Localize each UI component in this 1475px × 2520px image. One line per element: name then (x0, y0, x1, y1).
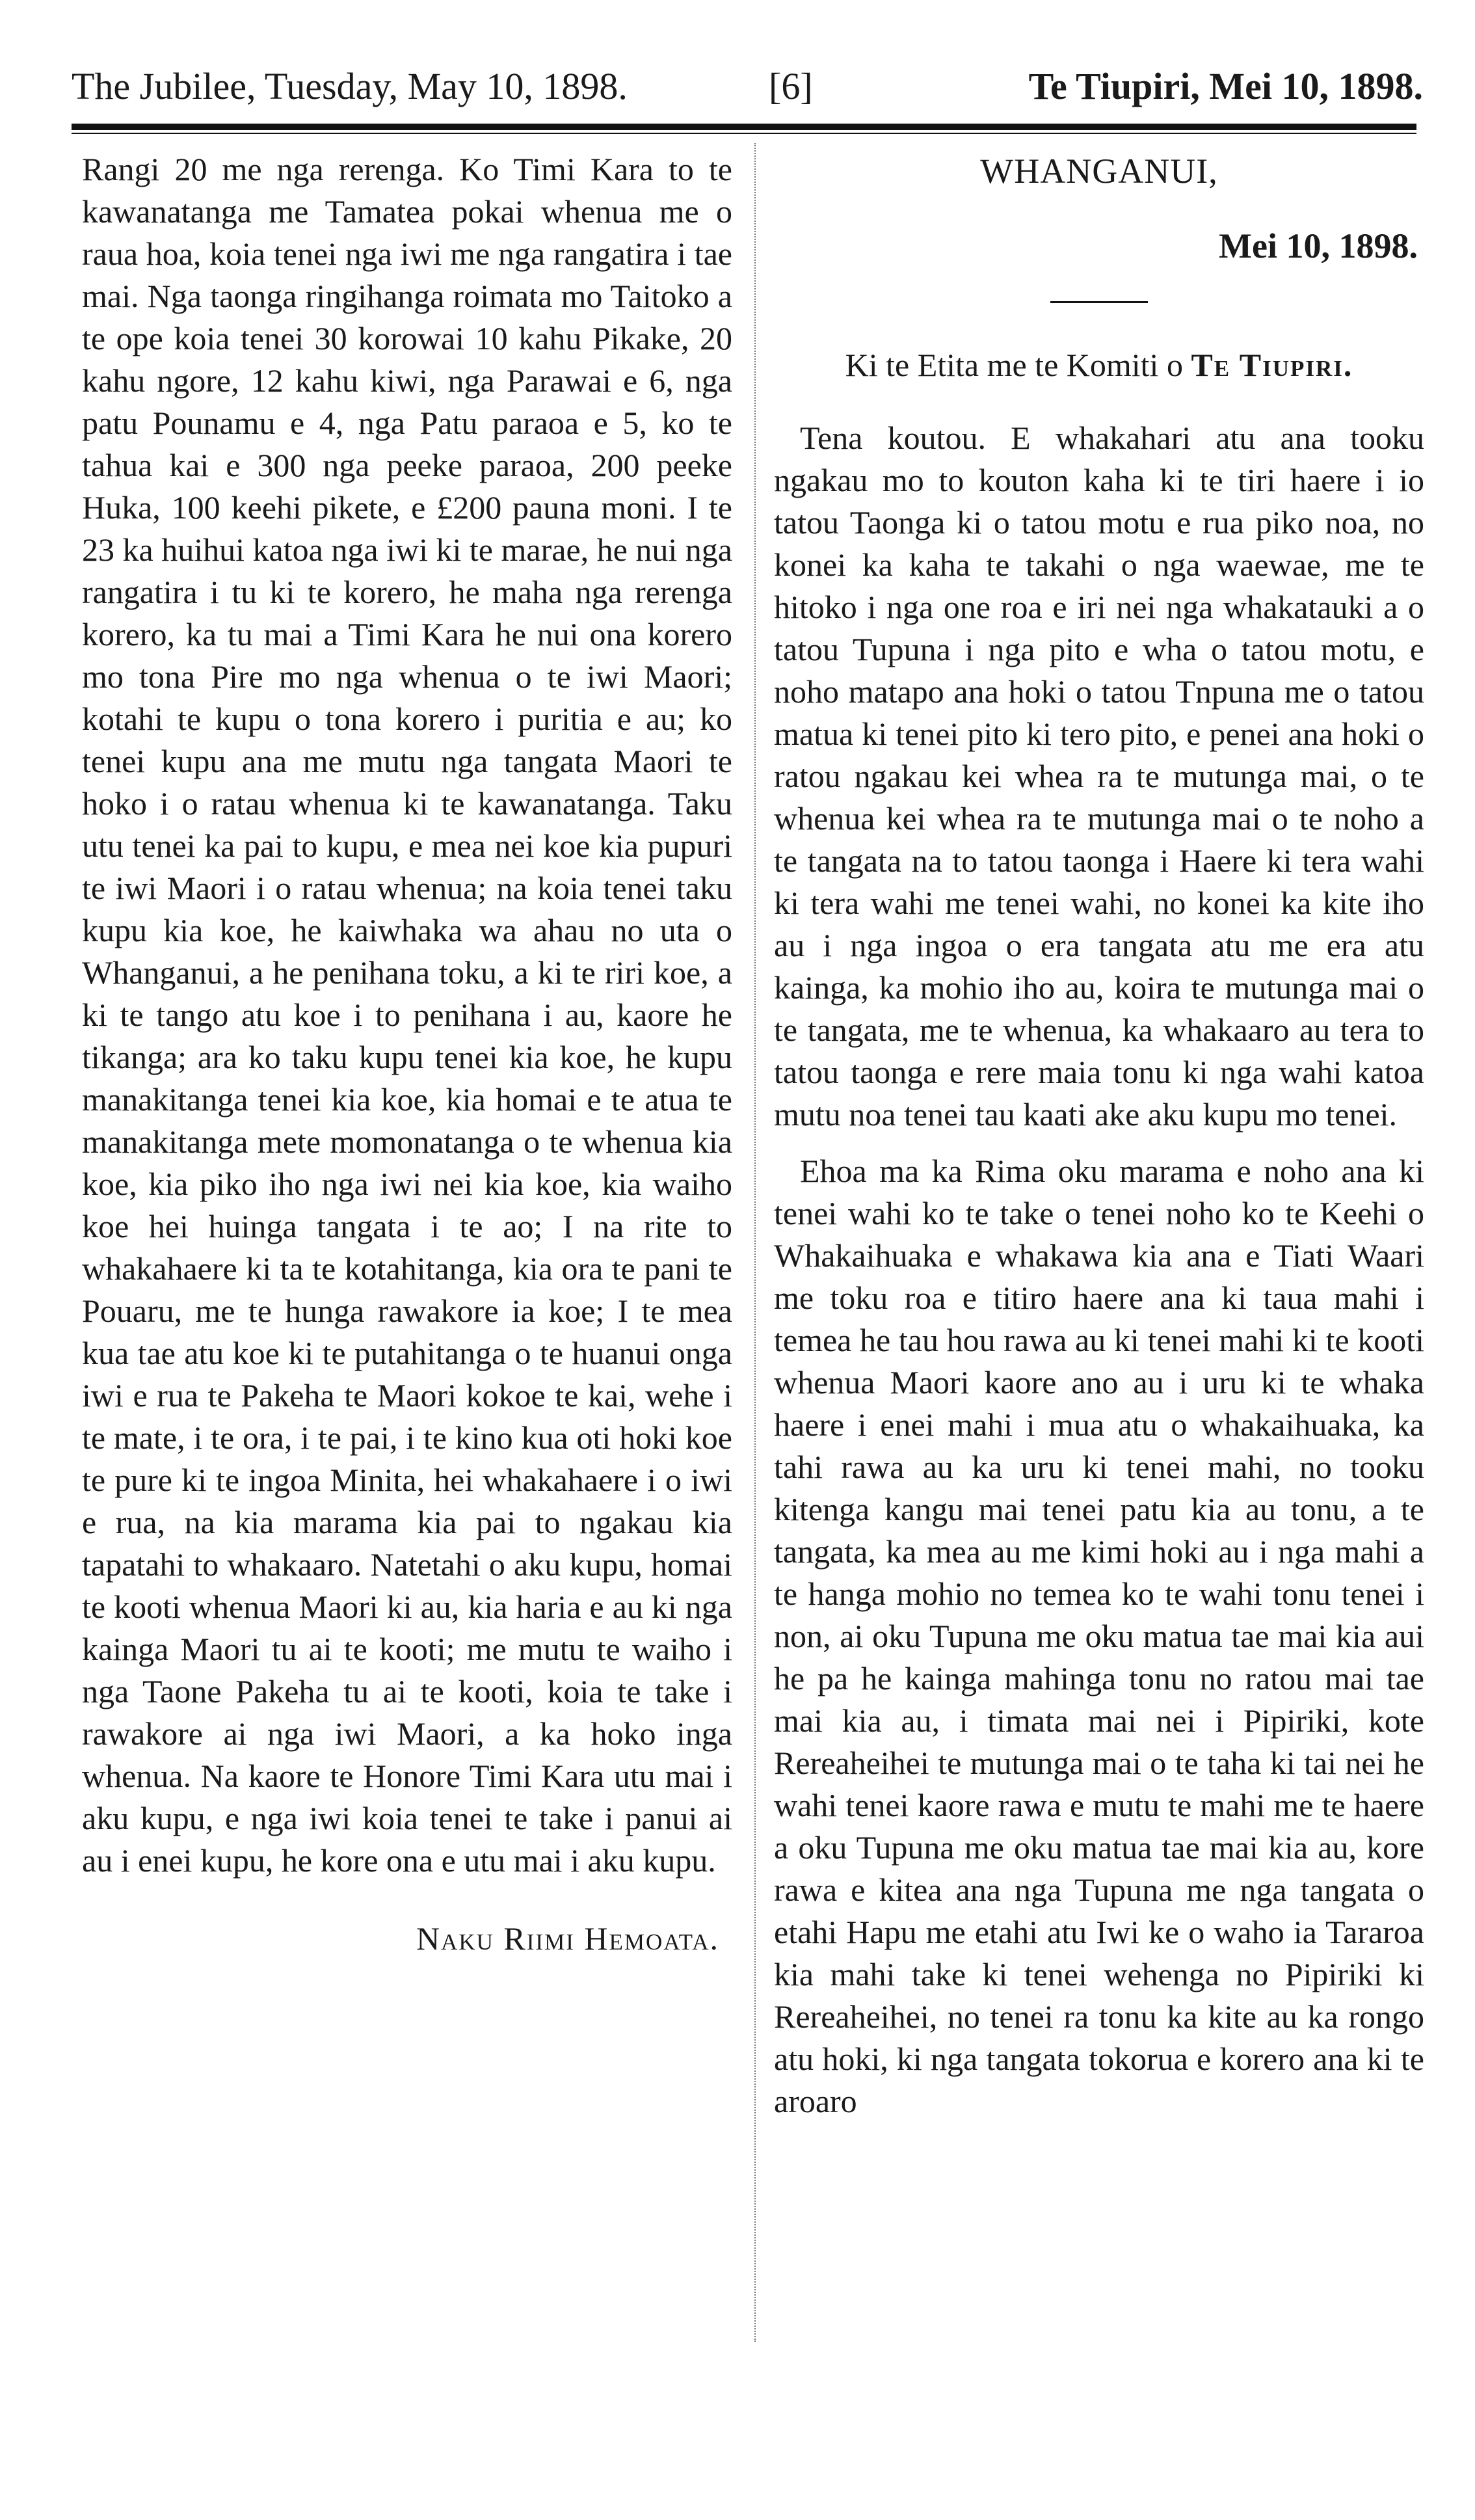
page-header (72, 57, 1429, 116)
left-column-paragraph: Rangi 20 me nga rerenga. Ko Timi Kara to te kawanatanga me Tamatea pokai whenua me o raua hoa, koia tenei nga iwi me nga rangatira i tae mai. Nga taonga ringihanga roimata mo Taitoko a te ope koia tenei 30 korowai 10 kahu Pikake, 20 kahu ngore, 12 kahu kiwi, nga Parawai e 6, nga patu Pounamu e 4, nga Patu paraoa e 5, ko te tahua kai e 300 nga peeke paraoa, 200 peeke Huka, 100 keehi pikete, e £200 pauna moni. I te 23 ka huihui katoa nga iwi ki te marae, he nui nga rangatira i tu ki te korero, he maha nga rerenga korero, ka tu mai a Timi Kara he nui ona korero mo tona Pire mo nga whenua o te iwi Maori; kotahi te kupu o tona korero i puritia e au; ko tenei kupu ana me mutu nga tangata Maori te hoko i o ratau whenua ki te kawanatanga. Taku utu tenei ka pai to kupu, e mea nei koe kia pupuri te iwi Maori i o ratau whenua; na koia tenei taku kupu kia koe, he kaiwhaka wa ahau no uta o Whanganui, a he penihana toku, a ki te riri koe, a ki te tango atu koe i to penihana i au, kaore he tikanga; ara ko taku kupu tenei kia koe, he kupu manakitanga tenei kia koe, kia homai e te atua te manakitanga mete momonatanga o te whenua kia koe, kia piko iho nga iwi nei kia koe, kia waiho koe hei huinga tangata i te ao; I na rite to whakahaere ki ta te kotahitanga, kia ora te pani te Pouaru, me te hunga rawakore ia koe; I te mea kua tae atu koe ki te putahitanga o te huanui onga iwi e rua te Pakeha te Maori kokoe te kai, wehe i te mate, i te ora, i te pai, i te kino kua oti hoki koe te pure ki te ingoa Minita, hei whakahaere i o iwi e rua, na kia marama kia pai to ngakau kia tapatahi to whakaaro. Natetahi o aku kupu, homai te kooti whenua Maori ki au, kia haria e au ki nga kainga Maori tu ai te kooti; me mutu te waiho i nga Taone Pakeha tu ai te kooti, koia te take i rawakore ai nga iwi Maori, a ka hoko inga whenua. Na kaore te Honore Timi Kara utu mai i aku kupu, e nga iwi koia tenei te take i panui ai au i enei kupu, he kore ona e utu mai i aku kupu. (82, 151, 732, 1879)
dateline-place: WHANGANUI, (980, 152, 1218, 191)
letter-paragraph-1: Tena koutou. E whakahari atu ana tooku ngakau mo to kouton kaha ki te tiri haere i io tatou Taonga ki o tatou motu e rua piko noa, no konei ka kaha te takahi o nga waewae, me te hitoko i nga one roa e iri nei nga whakatauki a o tatou Tupuna i nga pito e wha o tatou motu, e noho matapo ana hoki o tatou Tnpuna me o tatou matua ki tenei pito ki tero pito, e penei ana hoki o ratou ngakau kei whea ra te mutunga mai, o te whenua kei whea ra te mutunga mai o te noho a te tangata na to tatou taonga i Haere ki tera wahi ki tera wahi me tenei wahi, no konei ka kite iho au i nga ingoa o era tangata atu me era atu kainga, ka mohio iho au, koira te mutunga mai o te tangata, me te whenua, ka whakaaro au tera to tatou taonga e rere maia tonu ki nga wahi katoa mutu noa tenei tau kaati ake aku kupu mo tenei. (774, 420, 1424, 1133)
header-rule (72, 124, 1416, 134)
page-number: [6] (769, 65, 813, 107)
right-column (774, 148, 1424, 2123)
dateline-date: Mei 10, 1898. (1219, 226, 1418, 265)
header-maori-title: Te Tiupiri, Mei 10, 1898. (1028, 65, 1423, 107)
signature: Naku Riimi Hemoata. (416, 1920, 719, 1957)
address-newspaper-name: Te Tiupiri. (1191, 347, 1353, 383)
address-prefix: Ki te Etita me te Komiti o (845, 347, 1183, 383)
header-english-title: The Jubilee, Tuesday, May 10, 1898. (72, 65, 628, 107)
letter-address (774, 342, 1424, 388)
letter-paragraph-2: Ehoa ma ka Rima oku marama e noho ana ki tenei wahi ko te take o tenei noho ko te Keehi o Whakaihuaka e whakawa kia ana e Tiati Waari me toku roa e titiro haere ana ki taua mahi i temea he tau hou rawa au ki tenei mahi ki te kooti whenua Maori kaore ano au i uru ki te whaka haere i enei mahi i mua atu o whakaihuaka, ka tahi rawa au ka uru ki tenei mahi, no tooku kitenga kangu mai tenei patu kia au tonu, a te tangata, ka mea au me kimi hoki au i nga mahi a te hanga mohio no temea ko te wahi tonu tenei i non, ai oku Tupuna me oku matua tae mai kia aui he pa he kainga mahinga tonu no ratou mai tae mai kia au, i timata mai nei i Pipiriki, kote Rereaheihei te mutunga mai o te taha ki tai nei he wahi tenei kaore rawa e mutu te mahi me te haere a oku Tupuna me oku matua tae mai kia au, kore rawa e kitea ana nga Tupuna me nga tangata o etahi Hapu me etahi atu Iwi ke o waho ia Tararoa kia mahi take ki tenei wehenga no Pipiriki ki Rereaheihei, no tenei ra tonu ka kite au ka rongo atu hoki, ki nga tangata tokorua e korero ana ki te aroaro (774, 1153, 1424, 2119)
section-rule (1050, 301, 1148, 303)
column-divider (754, 143, 756, 2342)
left-column (82, 148, 732, 1960)
